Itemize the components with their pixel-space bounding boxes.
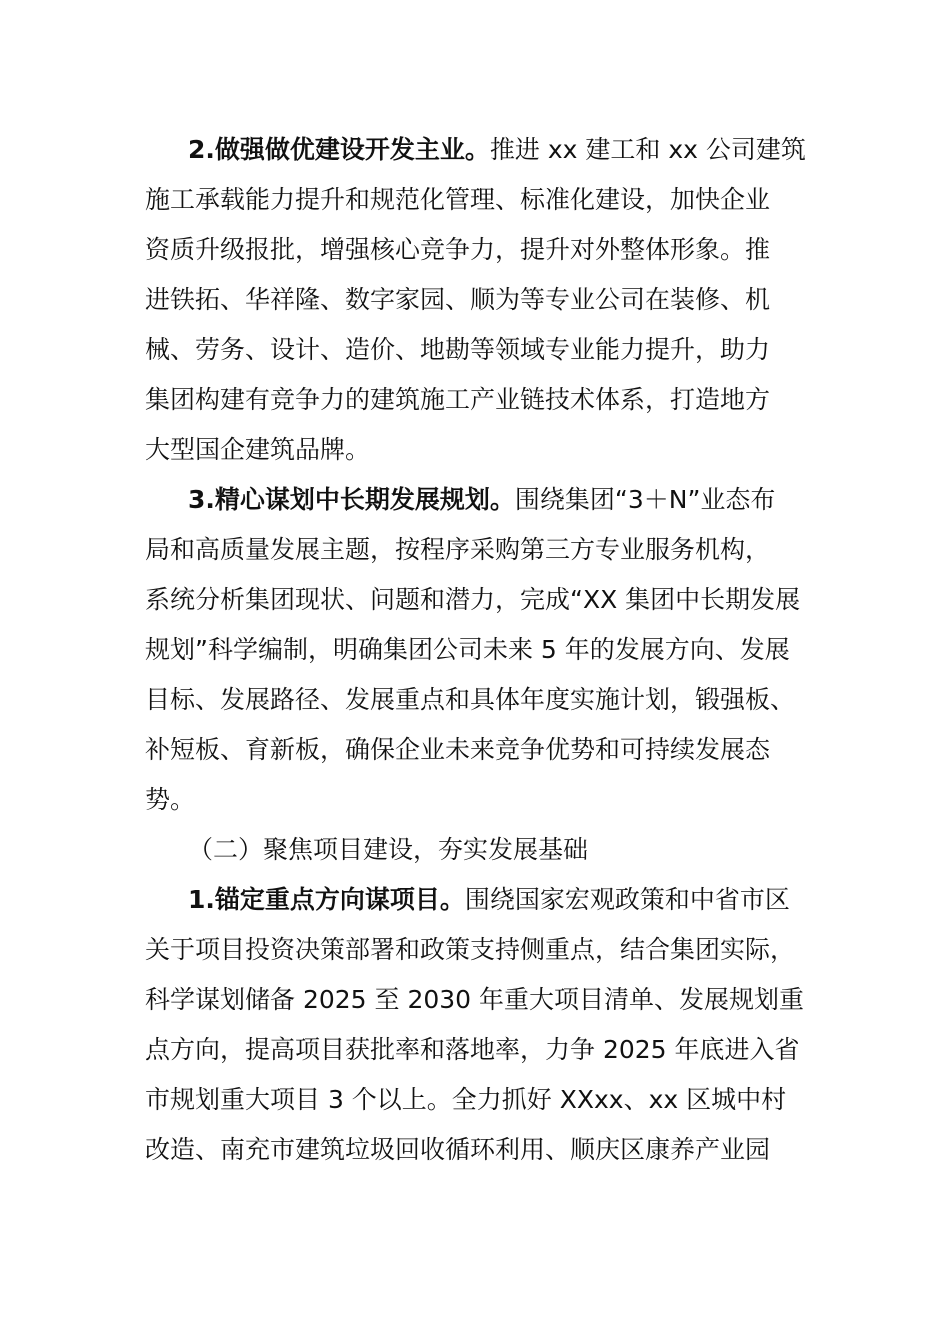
paragraph-3-line-5: 目标、发展路径、发展重点和具体年度实施计划，锻强板、: [145, 685, 796, 714]
paragraph-1-line-4: 点方向，提高项目获批率和落地率，力争 2025 年底进入省: [145, 1035, 800, 1064]
paragraph-2-line-2: 施工承载能力提升和规范化管理、标准化建设，加快企业: [145, 185, 771, 214]
paragraph-2-line-6: 集团构建有竞争力的建筑施工产业链技术体系，打造地方: [145, 385, 771, 414]
paragraph-2-line-5: 械、劳务、设计、造价、地勘等领域专业能力提升，助力: [145, 335, 771, 364]
section-heading: （二）聚焦项目建设，夯实发展基础: [188, 835, 589, 864]
paragraph-2-line-1: [188, 133, 806, 167]
paragraph-2-text: 推进 xx 建工和 xx 公司建筑: [489, 135, 806, 164]
paragraph-2-line-7: 大型国企建筑品牌。: [145, 435, 371, 464]
paragraph-1-line-5: 市规划重大项目 3 个以上。全力抓好 XXxx、xx 区城中村: [145, 1085, 787, 1114]
paragraph-1-line-3: 科学谋划储备 2025 至 2030 年重大项目清单、发展规划重: [145, 985, 805, 1014]
paragraph-2-line-3: 资质升级报批，增强核心竞争力，提升对外整体形象。推: [145, 235, 771, 264]
paragraph-3-line-7: 势。: [145, 785, 196, 814]
paragraph-1-line-2: 关于项目投资决策部署和政策支持侧重点，结合集团实际，: [145, 935, 796, 964]
paragraph-1-line-1: [188, 883, 790, 917]
paragraph-3-line-3: 系统分析集团现状、问题和潜力，完成“XX 集团中长期发展: [145, 585, 801, 614]
paragraph-3-line-4: 规划”科学编制，明确集团公司未来 5 年的发展方向、发展: [145, 635, 790, 664]
paragraph-2-heading: 2.做强做优建设开发主业。: [188, 135, 490, 164]
paragraph-3-line-1: [188, 483, 775, 517]
paragraph-3-line-2: 局和高质量发展主题，按程序采购第三方专业服务机构，: [145, 535, 771, 564]
paragraph-3-text: 围绕集团“3＋N”业态布: [514, 485, 776, 514]
paragraph-1-heading: 1.锚定重点方向谋项目。: [188, 885, 465, 914]
paragraph-2-line-4: 进铁拓、华祥隆、数字家园、顺为等专业公司在装修、机: [145, 285, 771, 314]
paragraph-3-heading: 3.精心谋划中长期发展规划。: [188, 485, 515, 514]
paragraph-3-line-6: 补短板、育新板，确保企业未来竞争优势和可持续发展态: [145, 735, 771, 764]
paragraph-1-line-6: 改造、南充市建筑垃圾回收循环利用、顺庆区康养产业园: [145, 1135, 771, 1164]
paragraph-1-text: 围绕国家宏观政策和中省市区: [464, 885, 790, 914]
